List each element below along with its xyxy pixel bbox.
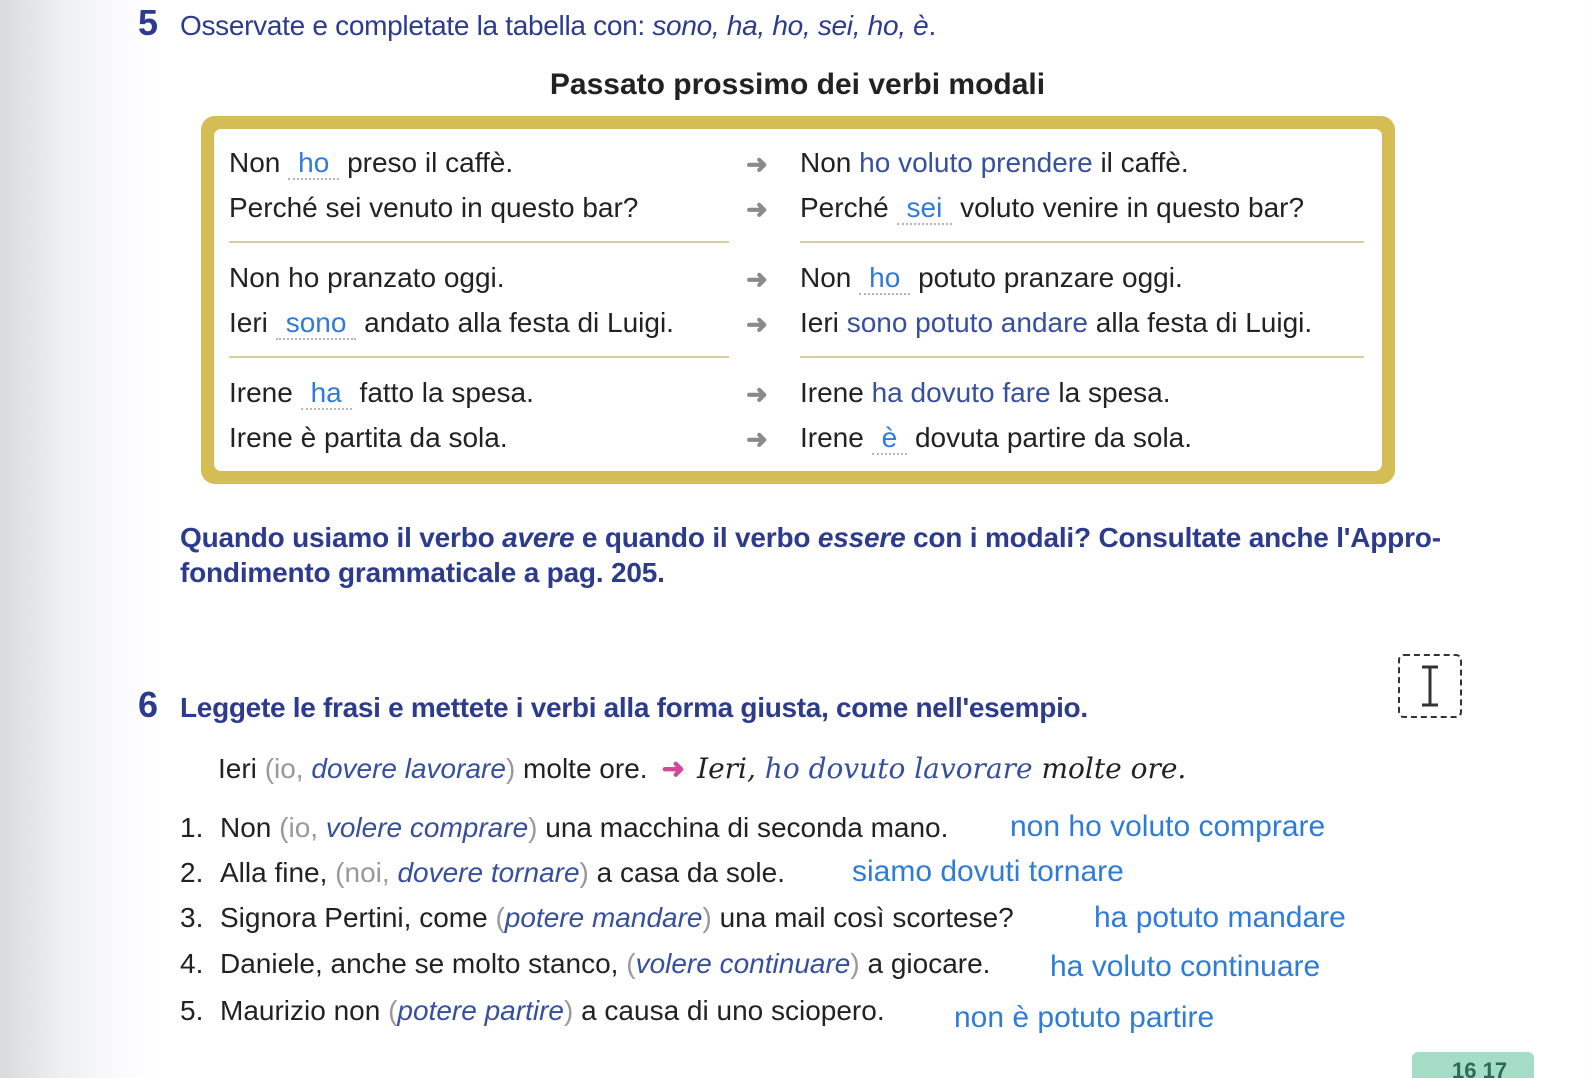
table-cell-right: Irene è dovuta partire da sola. <box>800 422 1193 453</box>
fill-in-answer[interactable]: è <box>872 423 908 455</box>
row-divider <box>800 241 1364 243</box>
table-title: Passato prossimo dei verbi modali <box>549 68 1046 101</box>
table-cell-left: Irene è partita da sola. <box>229 422 508 453</box>
exercise-5-heading <box>138 2 936 44</box>
table-cell-left: Irene ha fatto la spesa. <box>229 377 534 408</box>
row-divider <box>800 356 1364 358</box>
row-divider <box>229 241 729 243</box>
table-row <box>214 422 1382 462</box>
exercise-item: 5. Maurizio non (potere partire) a causa di uno sciopero. <box>180 995 885 1026</box>
table-cell-left: Non ho preso il caffè. <box>229 147 514 178</box>
table-cell-left: Ieri sono andato alla festa di Luigi. <box>229 307 674 338</box>
typed-answer[interactable]: siamo dovuti tornare <box>852 855 1124 888</box>
model-answer: sono potuto andare <box>846 307 1088 338</box>
exercise-number: 5 <box>138 2 159 43</box>
table-row <box>214 377 1382 417</box>
typed-answer[interactable]: non è potuto partire <box>954 1001 1215 1034</box>
exercise-item: 3. Signora Pertini, come (potere mandare) una mail così scortese? <box>180 902 1014 933</box>
exercise-instruction: Leggete le frasi e mettete i verbi alla forma giusta, come nell'esempio. <box>180 692 1088 723</box>
typed-answer[interactable]: ha potuto mandare <box>1094 901 1346 934</box>
fill-in-answer[interactable]: sei <box>897 193 953 225</box>
table-cell-right: Irene ha dovuto fare la spesa. <box>800 377 1171 408</box>
grammar-table <box>214 129 1382 471</box>
table-row <box>214 262 1382 302</box>
fill-in-answer[interactable]: sono <box>276 308 357 340</box>
exercise-item: 4. Daniele, anche se molto stanco, (volere continuare) a giocare. <box>180 948 991 979</box>
exercise-number: 6 <box>138 684 159 725</box>
arrow-right-icon: ➜ <box>746 309 768 339</box>
table-row <box>214 307 1382 347</box>
typed-answer[interactable]: non ho voluto comprare <box>1010 810 1326 843</box>
exercise-6-heading <box>138 684 1088 726</box>
grammar-table-frame <box>201 116 1395 484</box>
arrow-right-icon: ➜ <box>746 379 768 409</box>
arrow-right-icon: ➜ <box>746 424 768 454</box>
exercise-item: 2. Alla fine, (noi, dovere tornare) a casa da sole. <box>180 857 785 888</box>
model-answer: ho voluto prendere <box>859 147 1093 178</box>
grammar-question: Quando usiamo il verbo avere e quando il verbo essere con i modali? Consultate anche l'Appro- fondimento grammaticale a pag. 205. <box>180 522 1441 588</box>
arrow-right-icon: ➜ <box>661 753 686 784</box>
arrow-right-icon: ➜ <box>746 149 768 179</box>
table-cell-right: Non ho potuto pranzare oggi. <box>800 262 1183 293</box>
table-cell-left: Perché sei venuto in questo bar? <box>229 192 639 223</box>
fill-in-answer[interactable]: ha <box>301 378 352 410</box>
table-cell-right: Perché sei voluto venire in questo bar? <box>800 192 1305 223</box>
exercise-item: 1. Non (io, volere comprare) una macchina di seconda mano. <box>180 812 949 843</box>
table-cell-right: Non ho voluto prendere il caffè. <box>800 147 1189 178</box>
fill-in-answer[interactable]: ho <box>859 263 910 295</box>
table-cell-right: Ieri sono potuto andare alla festa di Luigi. <box>800 307 1313 338</box>
text-cursor-icon <box>1418 664 1442 708</box>
arrow-right-icon: ➜ <box>746 264 768 294</box>
exercise-instruction: Osservate e completate la tabella con: sono, ha, ho, sei, ho, è. <box>180 10 936 41</box>
table-cell-left: Non ho pranzato oggi. <box>229 262 505 293</box>
example-sentence: Ieri (io, dovere lavorare) molte ore. ➜ Ieri, ho dovuto lavorare molte ore. <box>218 752 1187 785</box>
fill-in-answer[interactable]: ho <box>288 148 339 180</box>
typed-answer[interactable]: ha voluto continuare <box>1050 950 1321 983</box>
row-divider <box>229 356 729 358</box>
page-reference-tab[interactable]: 16 17 <box>1412 1052 1534 1078</box>
instruction-word-list: sono, ha, ho, sei, ho, è <box>652 10 929 41</box>
text-tool-button[interactable] <box>1398 654 1462 718</box>
model-answer: ha dovuto fare <box>871 377 1051 408</box>
table-row <box>214 147 1382 187</box>
table-row <box>214 192 1382 232</box>
handwritten-example: Ieri, ho dovuto lavorare molte ore. <box>697 752 1187 785</box>
arrow-right-icon: ➜ <box>746 194 768 224</box>
